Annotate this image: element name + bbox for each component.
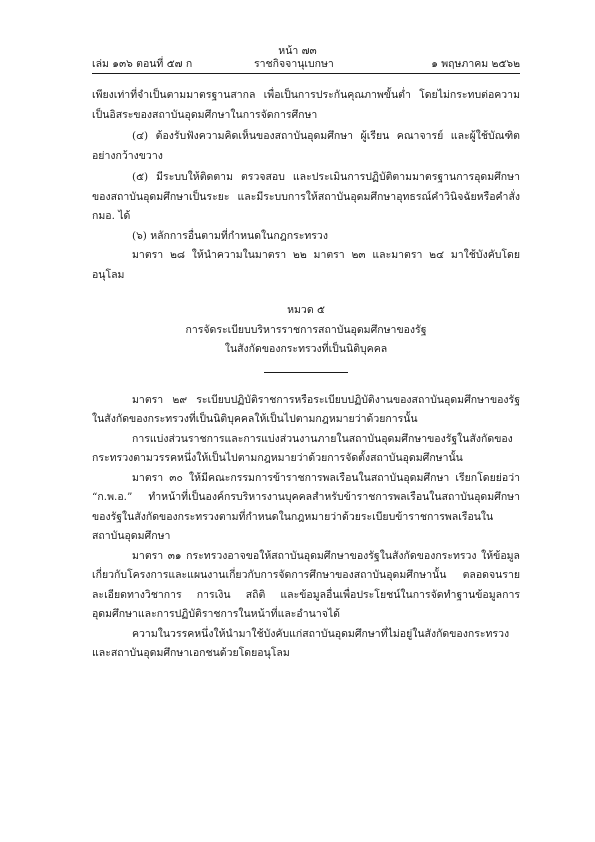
chapter-heading: หมวด ๕ [287,304,325,316]
chapter-divider [264,372,348,373]
header-divider [92,73,520,74]
paragraph-continuation: เพียงเท่าที่จำเป็นตามมาตรฐานสากล เพื่อเป็นการประกันคุณภาพขั้นต่ำ โดยไม่กระทบต่อความเป็นอิสระของสถาบันอุดมศึกษาในการจัดการศึกษา [92,89,520,121]
chapter-title-line-1: การจัดระเบียบบริหารราชการสถาบันอุดมศึกษาของรัฐ [185,323,427,336]
page-number: หน้า ๗๓ [278,45,317,57]
clause-4: (๔) ต้องรับฟังความคิดเห็นของสถาบันอุดมศึกษา ผู้เรียน คณาจารย์ และผู้ใช้บัณฑิตอย่างกว้างขวาง [92,130,520,162]
section-29: มาตรา ๒๙ ระเบียบปฏิบัติราชการหรือระเบียบปฏิบัติงานของสถาบันอุดมศึกษาของรัฐในสังกัดของกระทรวงที่เป็นนิติบุคคลให้เป็นไปตามกฎหมายว่าด้วยการนั้น [92,393,520,425]
section-30: มาตรา ๓๐ ให้มีคณะกรรมการข้าราชการพลเรือนในสถาบันอุดมศึกษา เรียกโดยย่อว่า “ก.พ.อ.” ทำหน้าที่เป็นองค์กรบริหารงานบุคคลสำหรับข้าราชการพลเรือนในสถาบันอุดมศึกษาของรัฐในสังกัดของกระทรวงตามที่กำหนดในกฎหมายว่าด้วยระเบียบข้าราชการพลเรือนในสถาบันอุดมศึกษา [92,471,520,542]
section-31: มาตรา ๓๑ กระทรวงอาจขอให้สถาบันอุดมศึกษาของรัฐในสังกัดของกระทรวง ให้ข้อมูลเกี่ยวกับโครงการและแผนงานเกี่ยวกับการจัดการศึกษาของสถาบันอุดมศึกษานั้น ตลอดจนรายละเอียดทางวิชาการ การเงิน สถิติ และข้อมูลอื่นเพื่อประโยชน์ในการจัดทำฐานข้อมูลการอุดมศึกษาและการปฏิบัติราชการในหน้าที่และอำนาจได้ [92,549,520,620]
clause-6: (๖) หลักการอื่นตามที่กำหนดในกฎกระทรวง [132,229,328,242]
publication-date: ๑ พฤษภาคม ๒๕๖๒ [431,58,520,70]
clause-5: (๕) มีระบบให้ติดตาม ตรวจสอบ และประเมินการปฏิบัติตามมาตรฐานการอุดมศึกษาของสถาบันอุดมศึกษาเป็นระยะ และมีระบบการให้สถาบันอุดมศึกษาอุทธรณ์คำวินิจฉัยหรือคำสั่ง กมอ. ได้ [92,171,520,222]
section-28: มาตรา ๒๘ ให้นำความในมาตรา ๒๒ มาตรา ๒๓ และมาตรา ๒๔ มาใช้บังคับโดยอนุโลม [92,249,520,281]
volume-issue: เล่ม ๑๓๖ ตอนที่ ๕๗ ก [92,58,193,70]
publication-name: ราชกิจจานุเบกษา [254,58,334,70]
chapter-title-line-2: ในสังกัดของกระทรวงที่เป็นนิติบุคคล [224,343,388,355]
document-body [92,86,520,664]
section-31-paragraph-2: ความในวรรคหนึ่งให้นำมาใช้บังคับแก่สถาบันอุดมศึกษาที่ไม่อยู่ในสังกัดของกระทรวง และสถาบันอุดมศึกษาเอกชนด้วยโดยอนุโลม [92,627,510,659]
section-29-paragraph-2: การแบ่งส่วนราชการและการแบ่งส่วนงานภายในสถาบันอุดมศึกษาของรัฐในสังกัดของกระทรวงตามวรรคหนึ่งให้เป็นไปตามกฎหมายว่าด้วยการจัดตั้งสถาบันอุดมศึกษานั้น [92,432,513,464]
